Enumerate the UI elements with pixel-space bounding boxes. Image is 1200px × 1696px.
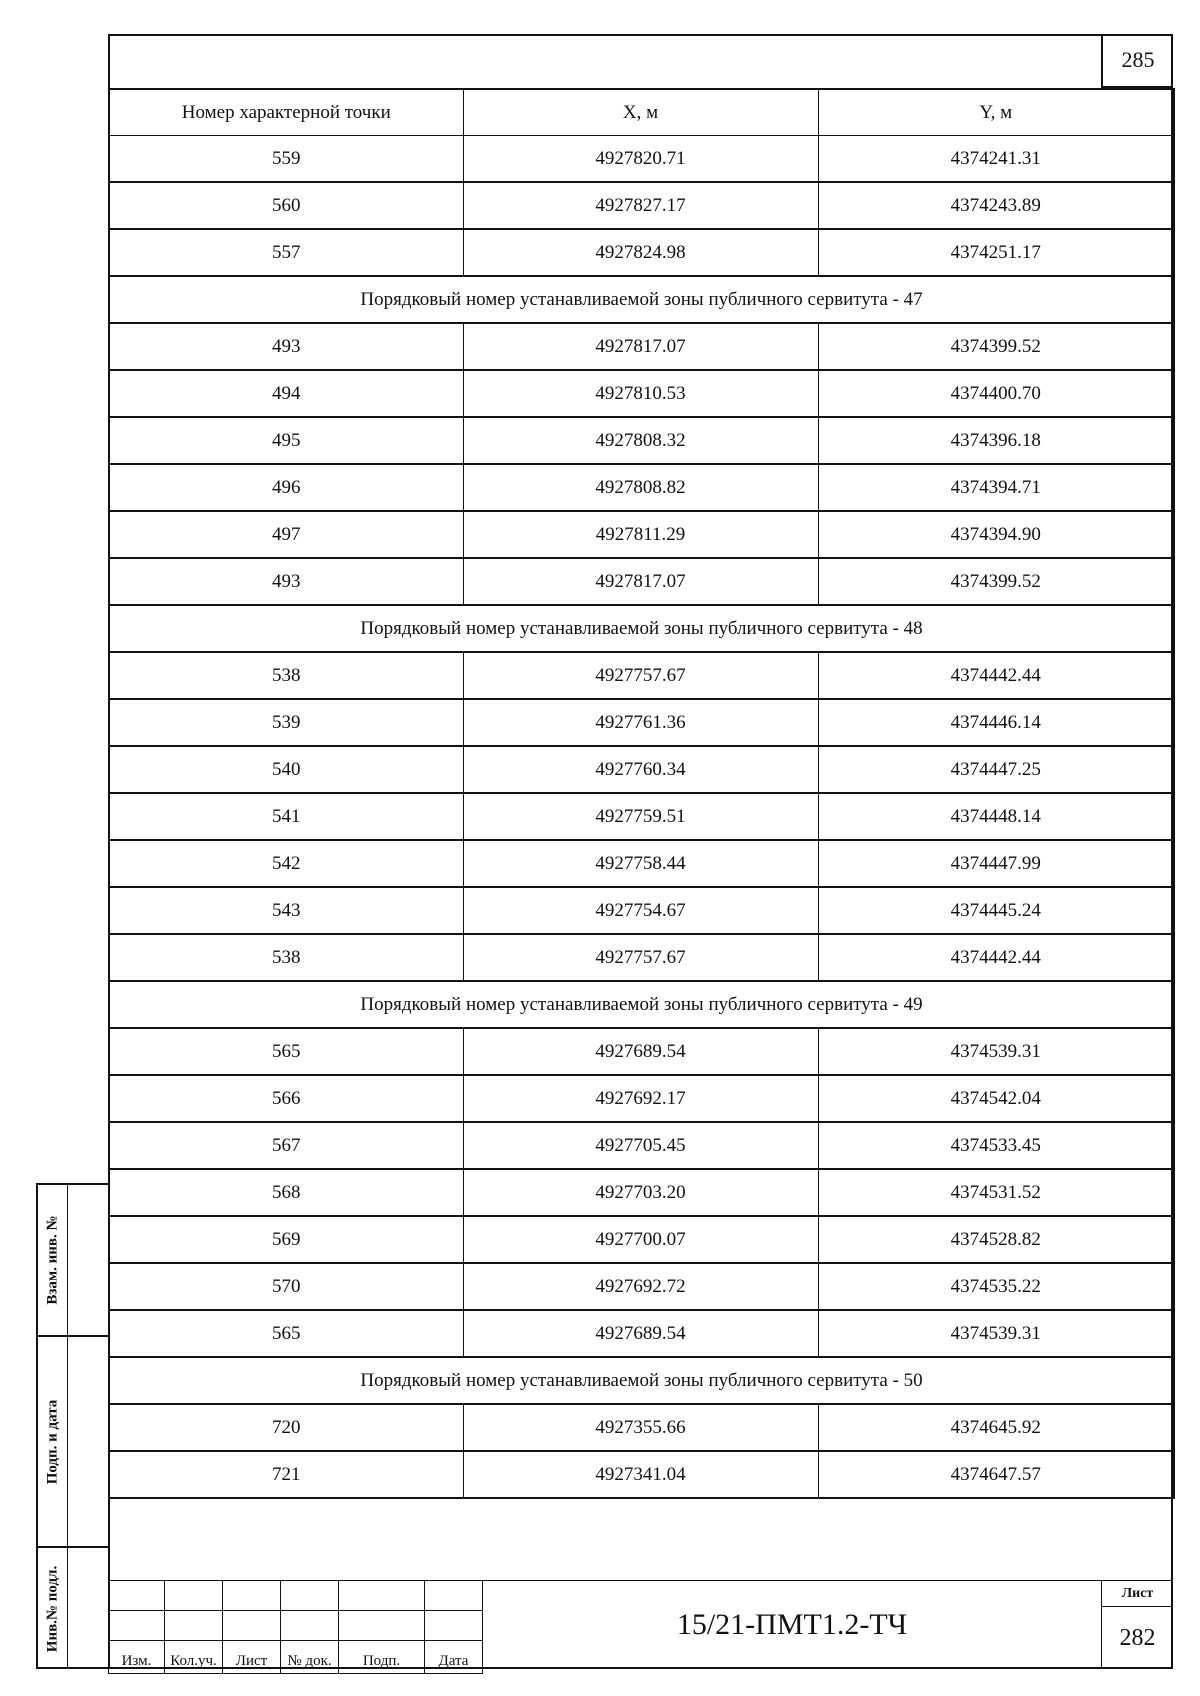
zone-title: Порядковый номер устанавливаемой зоны публичного сервитута - 50 xyxy=(109,1357,1174,1404)
table-row xyxy=(109,136,1174,183)
header-y: Y, м xyxy=(818,89,1174,136)
revision-grid xyxy=(108,1580,483,1674)
table-row xyxy=(109,558,1174,605)
point-number-cell: 720 xyxy=(109,1404,463,1451)
table-row xyxy=(109,323,1174,370)
y-coordinate-cell: 4374394.71 xyxy=(818,464,1174,511)
x-coordinate-cell: 4927820.71 xyxy=(463,136,818,183)
point-number-cell: 570 xyxy=(109,1263,463,1310)
x-coordinate-cell: 4927757.67 xyxy=(463,934,818,981)
x-coordinate-cell: 4927703.20 xyxy=(463,1169,818,1216)
x-coordinate-cell: 4927689.54 xyxy=(463,1310,818,1357)
y-coordinate-cell: 4374442.44 xyxy=(818,652,1174,699)
y-coordinate-cell: 4374399.52 xyxy=(818,323,1174,370)
table-row xyxy=(109,746,1174,793)
zone-row xyxy=(109,276,1174,323)
table-row xyxy=(109,887,1174,934)
table-row xyxy=(109,699,1174,746)
point-number-cell: 495 xyxy=(109,417,463,464)
col-count: Кол.уч. xyxy=(165,1641,223,1674)
y-coordinate-cell: 4374442.44 xyxy=(818,934,1174,981)
x-coordinate-cell: 4927810.53 xyxy=(463,370,818,417)
x-coordinate-cell: 4927341.04 xyxy=(463,1451,818,1498)
point-number-cell: 566 xyxy=(109,1075,463,1122)
sheet-label: Лист xyxy=(1101,1580,1173,1607)
sheet-number: 282 xyxy=(1101,1607,1173,1669)
y-coordinate-cell: 4374645.92 xyxy=(818,1404,1174,1451)
point-number-cell: 541 xyxy=(109,793,463,840)
table-row xyxy=(109,370,1174,417)
x-coordinate-cell: 4927758.44 xyxy=(463,840,818,887)
side-cell-original-inventory xyxy=(38,1548,110,1669)
x-coordinate-cell: 4927811.29 xyxy=(463,511,818,558)
zone-title: Порядковый номер устанавливаемой зоны публичного сервитута - 48 xyxy=(109,605,1174,652)
table-row xyxy=(109,1122,1174,1169)
point-number-cell: 565 xyxy=(109,1028,463,1075)
point-number-cell: 542 xyxy=(109,840,463,887)
y-coordinate-cell: 4374251.17 xyxy=(818,229,1174,276)
x-coordinate-cell: 4927757.67 xyxy=(463,652,818,699)
col-doc-number: № док. xyxy=(281,1641,339,1674)
point-number-cell: 557 xyxy=(109,229,463,276)
table-header-row xyxy=(109,89,1174,136)
point-number-cell: 560 xyxy=(109,182,463,229)
table-row xyxy=(109,229,1174,276)
point-number-cell: 540 xyxy=(109,746,463,793)
point-number-cell: 538 xyxy=(109,652,463,699)
page-number: 285 xyxy=(1101,34,1173,88)
table-row xyxy=(109,1028,1174,1075)
x-coordinate-cell: 4927808.32 xyxy=(463,417,818,464)
table-row xyxy=(109,511,1174,558)
col-sheet: Лист xyxy=(223,1641,281,1674)
side-cell-replacement xyxy=(38,1185,110,1337)
col-signature: Подп. xyxy=(339,1641,425,1674)
point-number-cell: 569 xyxy=(109,1216,463,1263)
table-row xyxy=(109,652,1174,699)
y-coordinate-cell: 4374647.57 xyxy=(818,1451,1174,1498)
x-coordinate-cell: 4927692.72 xyxy=(463,1263,818,1310)
table-row xyxy=(109,1216,1174,1263)
document-code: 15/21-ПМТ1.2-ТЧ xyxy=(482,1580,1101,1669)
y-coordinate-cell: 4374396.18 xyxy=(818,417,1174,464)
point-number-cell: 497 xyxy=(109,511,463,558)
table-row xyxy=(109,1169,1174,1216)
y-coordinate-cell: 4374241.31 xyxy=(818,136,1174,183)
table-row xyxy=(109,1075,1174,1122)
y-coordinate-cell: 4374539.31 xyxy=(818,1028,1174,1075)
zone-title: Порядковый номер устанавливаемой зоны публичного сервитута - 49 xyxy=(109,981,1174,1028)
table-row xyxy=(109,840,1174,887)
x-coordinate-cell: 4927692.17 xyxy=(463,1075,818,1122)
x-coordinate-cell: 4927700.07 xyxy=(463,1216,818,1263)
col-date: Дата xyxy=(425,1641,483,1674)
x-coordinate-cell: 4927759.51 xyxy=(463,793,818,840)
x-coordinate-cell: 4927808.82 xyxy=(463,464,818,511)
y-coordinate-cell: 4374542.04 xyxy=(818,1075,1174,1122)
x-coordinate-cell: 4927689.54 xyxy=(463,1028,818,1075)
header-point: Номер характерной точки xyxy=(109,89,463,136)
side-label-original-inventory: Инв.№ подл. xyxy=(44,1565,60,1652)
x-coordinate-cell: 4927705.45 xyxy=(463,1122,818,1169)
y-coordinate-cell: 4374528.82 xyxy=(818,1216,1174,1263)
y-coordinate-cell: 4374445.24 xyxy=(818,887,1174,934)
point-number-cell: 538 xyxy=(109,934,463,981)
point-number-cell: 565 xyxy=(109,1310,463,1357)
table-row xyxy=(109,182,1174,229)
table-row xyxy=(109,464,1174,511)
table-row xyxy=(109,934,1174,981)
table-row xyxy=(109,1404,1174,1451)
y-coordinate-cell: 4374399.52 xyxy=(818,558,1174,605)
point-number-cell: 539 xyxy=(109,699,463,746)
point-number-cell: 543 xyxy=(109,887,463,934)
point-number-cell: 493 xyxy=(109,323,463,370)
x-coordinate-cell: 4927824.98 xyxy=(463,229,818,276)
point-number-cell: 559 xyxy=(109,136,463,183)
table-row xyxy=(109,1310,1174,1357)
zone-title: Порядковый номер устанавливаемой зоны публичного сервитута - 47 xyxy=(109,276,1174,323)
y-coordinate-cell: 4374539.31 xyxy=(818,1310,1174,1357)
table-row xyxy=(109,793,1174,840)
side-label-replacement: Взам. инв. № xyxy=(44,1215,60,1305)
x-coordinate-cell: 4927827.17 xyxy=(463,182,818,229)
table-row xyxy=(109,1263,1174,1310)
side-cell-signature-date xyxy=(38,1337,110,1548)
point-number-cell: 567 xyxy=(109,1122,463,1169)
table-row xyxy=(109,1451,1174,1498)
title-block xyxy=(108,1580,1173,1669)
x-coordinate-cell: 4927760.34 xyxy=(463,746,818,793)
x-coordinate-cell: 4927817.07 xyxy=(463,558,818,605)
y-coordinate-cell: 4374533.45 xyxy=(818,1122,1174,1169)
point-number-cell: 721 xyxy=(109,1451,463,1498)
y-coordinate-cell: 4374448.14 xyxy=(818,793,1174,840)
side-stamp xyxy=(36,1183,108,1669)
x-coordinate-cell: 4927754.67 xyxy=(463,887,818,934)
y-coordinate-cell: 4374447.25 xyxy=(818,746,1174,793)
point-number-cell: 568 xyxy=(109,1169,463,1216)
y-coordinate-cell: 4374447.99 xyxy=(818,840,1174,887)
y-coordinate-cell: 4374243.89 xyxy=(818,182,1174,229)
y-coordinate-cell: 4374394.90 xyxy=(818,511,1174,558)
y-coordinate-cell: 4374446.14 xyxy=(818,699,1174,746)
point-number-cell: 493 xyxy=(109,558,463,605)
x-coordinate-cell: 4927355.66 xyxy=(463,1404,818,1451)
zone-row xyxy=(109,605,1174,652)
point-number-cell: 496 xyxy=(109,464,463,511)
x-coordinate-cell: 4927761.36 xyxy=(463,699,818,746)
table-row xyxy=(109,417,1174,464)
side-label-signature-date: Подп. и дата xyxy=(44,1399,60,1484)
point-number-cell: 494 xyxy=(109,370,463,417)
zone-row xyxy=(109,981,1174,1028)
zone-row xyxy=(109,1357,1174,1404)
col-change: Изм. xyxy=(109,1641,165,1674)
y-coordinate-cell: 4374531.52 xyxy=(818,1169,1174,1216)
header-x: X, м xyxy=(463,89,818,136)
y-coordinate-cell: 4374400.70 xyxy=(818,370,1174,417)
coordinates-table xyxy=(108,88,1175,1499)
y-coordinate-cell: 4374535.22 xyxy=(818,1263,1174,1310)
x-coordinate-cell: 4927817.07 xyxy=(463,323,818,370)
